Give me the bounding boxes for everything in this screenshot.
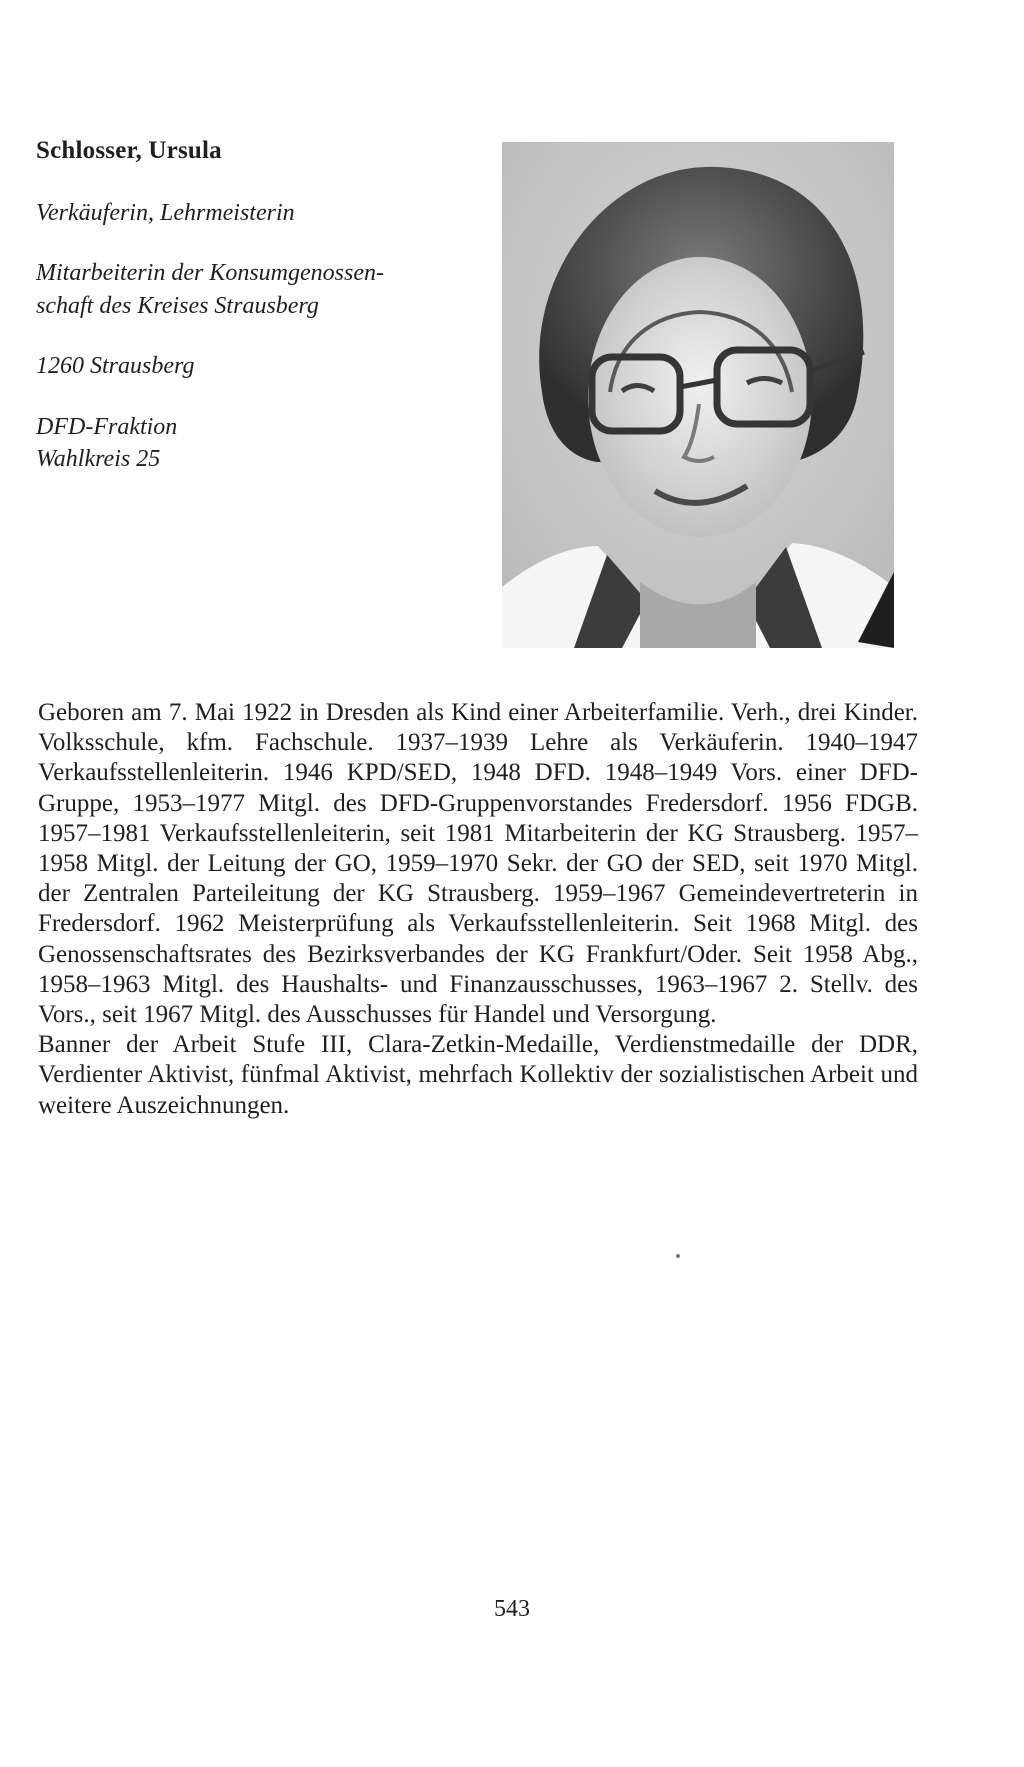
biography [38, 698, 918, 1121]
portrait-photo [502, 142, 894, 648]
employer-line-1: Mitarbeiterin der Konsumgenossen- [36, 260, 384, 287]
fraction: DFD-Fraktion [36, 413, 178, 440]
entry-header [36, 136, 456, 475]
person-name: Schlosser, Ursula [36, 137, 222, 164]
employer [36, 257, 456, 322]
biography-paragraph-1: Geboren am 7. Mai 1922 in Dresden als Kind einer Arbeiterfamilie. Verh., drei Kinder. Volksschule, kfm. Fachschule. 1937–1939 Lehre als Verkäuferin. 1940–1947 Verkaufsstellenleiterin. 1946 KPD/SED, 1948 DFD. 1948–1949 Vors. einer DFD-Gruppe, 1953–1977 Mitgl. des DFD-Gruppenvorstandes Fredersdorf. 1956 FDGB. 1957–1981 Verkaufsstellenleiterin, seit 1981 Mitarbeiterin der KG Strausberg. 1957–1958 Mitgl. der Leitung der GO, 1959–1970 Sekr. der GO der SED, seit 1970 Mitgl. der Zentralen Parteileitung der KG Strausberg. 1959–1967 Gemeindevertreterin in Fredersdorf. 1962 Meisterprüfung als Verkaufsstellenleiterin. Seit 1968 Mitgl. des Genossenschaftsrates des Bezirksverbandes der KG Frankfurt/Oder. Seit 1958 Abg., 1958–1963 Mitgl. des Haushalts- und Finanzausschusses, 1963–1967 2. Stellv. des Vors., seit 1967 Mitgl. des Ausschusses für Handel und Versorgung. [38, 699, 918, 1029]
person-photo-icon [502, 142, 894, 648]
print-speck [676, 1254, 680, 1258]
address: 1260 Strausberg [36, 353, 195, 380]
page-number: 543 [494, 1596, 530, 1622]
employer-line-2: schaft des Kreises Strausberg [36, 292, 319, 319]
biography-paragraph-2: Banner der Arbeit Stufe III, Clara-Zetkin-Medaille, Verdienstmedaille der DDR, Verdienter Aktivist, fünfmal Aktivist, mehrfach Kollektiv der sozialistischen Arbeit und weitere Auszeichnungen. [38, 1031, 918, 1119]
constituency: Wahlkreis 25 [36, 445, 161, 472]
occupation: Verkäuferin, Lehrmeisterin [36, 200, 295, 226]
party-info [36, 411, 456, 476]
